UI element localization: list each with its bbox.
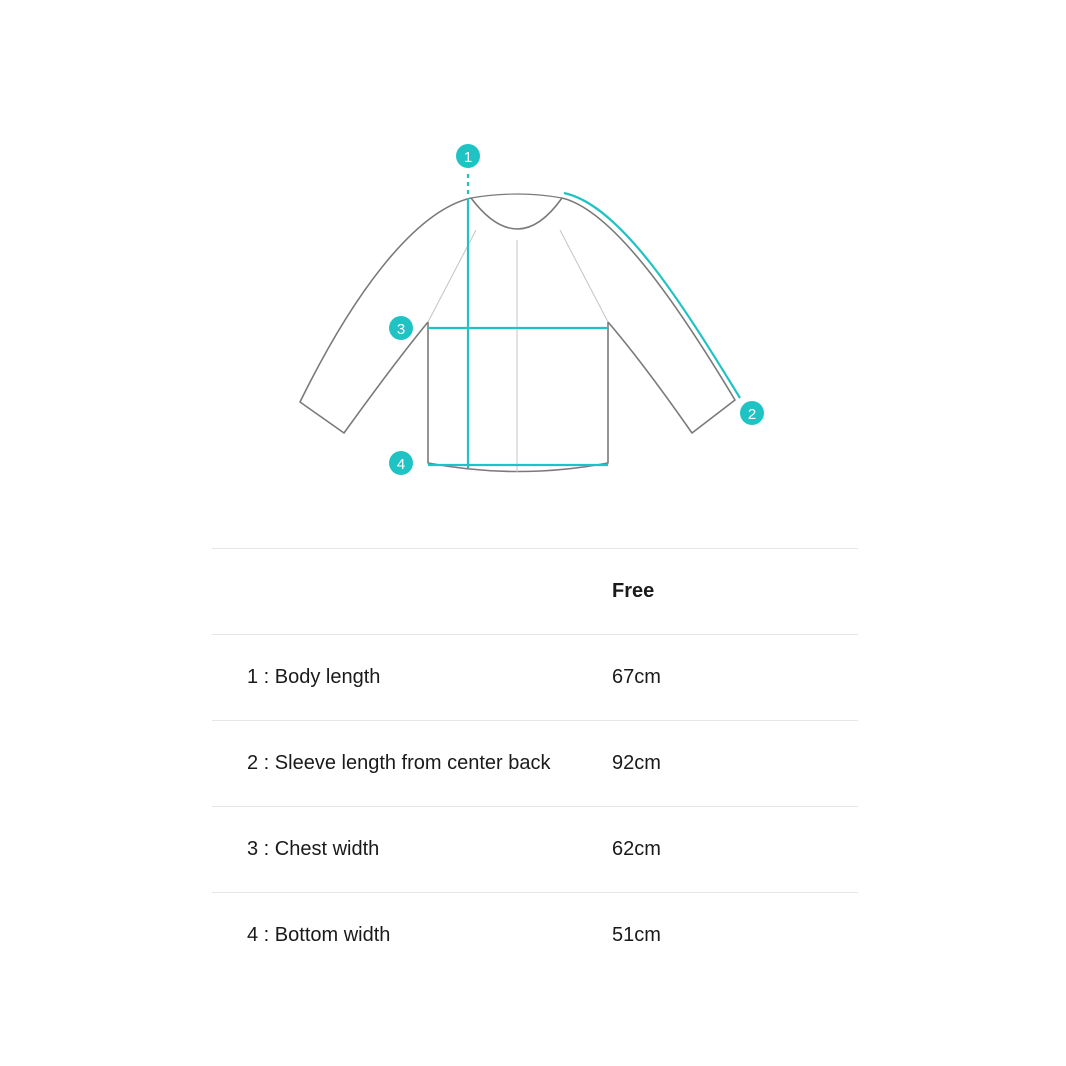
marker-2-label: 2: [747, 406, 757, 423]
table-row: [212, 635, 858, 721]
table-header-label: [212, 549, 576, 635]
row-label: 1 : Body length: [212, 635, 576, 721]
right-sleeve: [562, 198, 735, 433]
neckline-front: [471, 198, 562, 229]
row-value: 92cm: [576, 721, 858, 807]
row-label: 4 : Bottom width: [212, 893, 576, 979]
row-label: 2 : Sleeve length from center back: [212, 721, 576, 807]
table-row: [212, 721, 858, 807]
table-header-row: [212, 549, 858, 635]
marker-3-label: 3: [396, 321, 406, 338]
table-header-size: Free: [576, 549, 858, 635]
right-raglan-seam: [560, 230, 608, 322]
marker-2: [740, 401, 764, 425]
row-value: 51cm: [576, 893, 858, 979]
measurement-lines: [428, 174, 740, 468]
sleeve-length-line: [564, 193, 740, 398]
body: [428, 322, 608, 472]
marker-4: [389, 451, 413, 475]
garment-seams: [428, 230, 608, 472]
marker-3: [389, 316, 413, 340]
neckline-back: [471, 194, 562, 198]
row-label: 3 : Chest width: [212, 807, 576, 893]
row-value: 67cm: [576, 635, 858, 721]
marker-4-label: 4: [396, 456, 406, 473]
marker-1: [456, 144, 480, 168]
table-row: [212, 893, 858, 979]
row-value: 62cm: [576, 807, 858, 893]
marker-1-label: 1: [463, 149, 473, 166]
table-row: [212, 807, 858, 893]
size-table: [212, 548, 858, 978]
left-sleeve: [300, 198, 471, 433]
